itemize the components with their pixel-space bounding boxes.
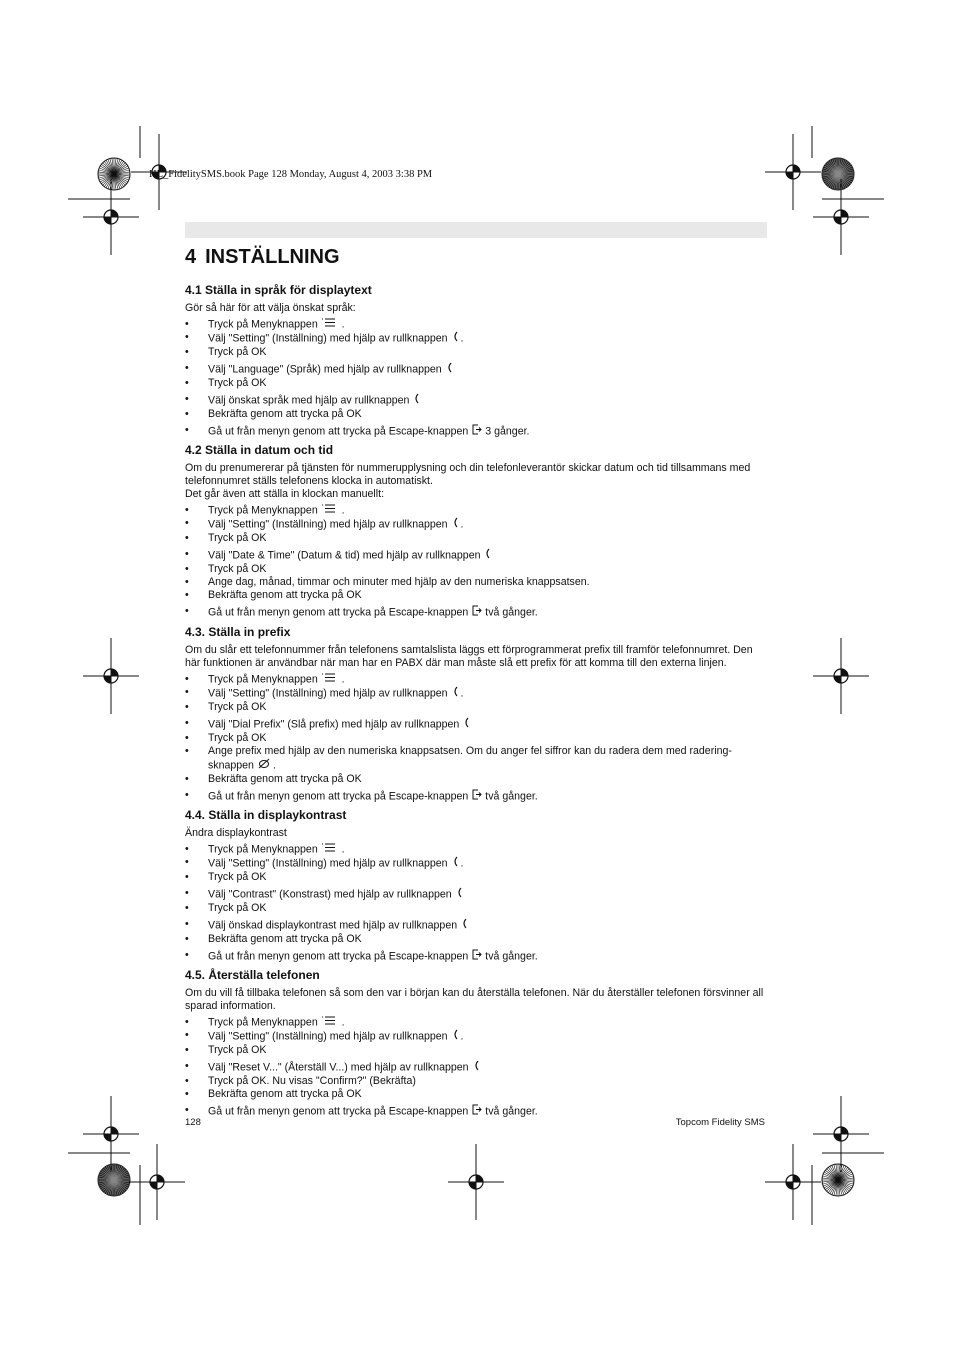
bullet: • [185, 1044, 189, 1057]
bullet: • [185, 377, 189, 390]
list-item [185, 843, 769, 856]
escape-key-icon [472, 1104, 482, 1119]
list-item [185, 605, 769, 620]
bullet: • [185, 346, 189, 359]
list-item [185, 362, 769, 377]
scroll-key-icon [484, 548, 490, 563]
step-text: Gå ut från menyn genom att trycka på Escape-knappen [208, 606, 469, 619]
section-paragraph: Gör så här för att välja önskat språk: [185, 302, 356, 314]
bullet: • [185, 548, 189, 561]
step-suffix: . [272, 759, 276, 772]
step-suffix: . [460, 518, 464, 531]
step-text: Välj "Dial Prefix" (Slå prefix) med hjälp av rullknappen [208, 718, 460, 731]
list-item [185, 563, 769, 576]
step-suffix: . [460, 857, 464, 870]
list-item [185, 377, 769, 390]
menu-button-icon [322, 504, 336, 517]
section-paragraph: Det går även att ställa in klockan manuellt: [185, 488, 385, 500]
step-text: Tryck på OK [208, 732, 267, 745]
menu-button-icon [322, 843, 336, 856]
list-item [185, 331, 769, 346]
escape-key-icon [472, 605, 482, 620]
list-item [185, 548, 769, 563]
menu-button-icon [322, 318, 336, 331]
step-text: Tryck på OK. Nu visas "Confirm?" (Bekräfta) [208, 1075, 416, 1088]
section-heading: 4.4. Ställa in displaykontrast [185, 808, 347, 822]
step-text: Tryck på Menyknappen [208, 673, 318, 686]
list-item [185, 393, 769, 408]
chapter-title-bar [185, 222, 767, 238]
bullet: • [185, 393, 189, 406]
step-suffix: 3 gånger. [485, 425, 530, 438]
step-suffix: två gånger. [485, 790, 538, 803]
list-item [185, 589, 769, 602]
bullet: • [185, 673, 189, 685]
bullet: • [185, 563, 189, 576]
step-suffix: . [460, 687, 464, 700]
bullet: • [185, 1029, 189, 1042]
section-4-1 [185, 283, 769, 439]
crosshair-mark [448, 1144, 504, 1220]
section-paragraph: Om du slår ett telefonnummer från telefonens samtalslista läggs ett förprogrammerat prefix till framför telefonnumret. Den här funktionen är användbar när man har en PABX där man måste slå ett prefix för att komma till den externa linjen. [185, 644, 753, 669]
footer-page-number: 128 [185, 1117, 201, 1128]
step-text: Ange dag, månad, timmar och minuter med hjälp av den numeriska knappsatsen. [208, 576, 590, 589]
step-text: Gå ut från menyn genom att trycka på Escape-knappen [208, 1105, 469, 1118]
bullet: • [185, 745, 189, 758]
step-suffix: två gånger. [485, 1105, 538, 1118]
bullet: • [185, 732, 189, 745]
bullet: • [185, 605, 189, 618]
step-text: Bekräfta genom att trycka på OK [208, 408, 362, 421]
list-item [185, 856, 769, 871]
crosshair-mark [129, 1144, 185, 1220]
bullet: • [185, 318, 189, 330]
crosshair-mark [813, 179, 869, 255]
step-text: Bekräfta genom att trycka på OK [208, 589, 362, 602]
crosshair-mark [813, 1096, 869, 1172]
section-paragraph: Ändra displaykontrast [185, 827, 287, 839]
chapter-title-text: INSTÄLLNING [205, 246, 340, 268]
step-text: Bekräfta genom att trycka på OK [208, 933, 362, 946]
step-text: Tryck på Menyknappen [208, 843, 318, 856]
bullet: • [185, 918, 189, 931]
escape-key-icon [472, 789, 482, 804]
bullet: • [185, 331, 189, 344]
bullet: • [185, 1016, 189, 1028]
list-item [185, 717, 769, 732]
scroll-key-icon [413, 393, 419, 408]
list-item [185, 1016, 769, 1029]
bullet: • [185, 717, 189, 730]
menu-button-icon [322, 673, 336, 686]
step-suffix: . [338, 504, 345, 517]
crosshair-mark [83, 179, 139, 255]
step-text: Tryck på OK [208, 902, 267, 915]
bullet: • [185, 1075, 189, 1088]
bullet: • [185, 362, 189, 375]
list-item [185, 918, 769, 933]
step-text: Bekräfta genom att trycka på OK [208, 773, 362, 786]
step-suffix: . [338, 1016, 345, 1029]
step-text: Välj "Date & Time" (Datum & tid) med hjälp av rullknappen [208, 549, 481, 562]
bullet: • [185, 701, 189, 714]
section-heading: 4.3. Ställa in prefix [185, 625, 291, 639]
bullet: • [185, 949, 189, 962]
list-item [185, 933, 769, 946]
list-item [185, 346, 769, 359]
bullet: • [185, 1060, 189, 1073]
step-text: Välj "Setting" (Inställning) med hjälp av rullknappen [208, 1030, 448, 1043]
section-4-3 [185, 625, 769, 804]
crosshair-mark [765, 134, 821, 210]
list-item [185, 773, 769, 786]
bullet: • [185, 871, 189, 884]
step-text: Gå ut från menyn genom att trycka på Escape-knappen [208, 950, 469, 963]
list-item [185, 1060, 769, 1075]
step-text: Välj "Setting" (Inställning) med hjälp av rullknappen [208, 687, 448, 700]
step-list [185, 318, 769, 439]
step-text: Välj "Reset V..." (Återställ V...) med hjälp av rullknappen [208, 1061, 469, 1074]
crosshair-mark [83, 1096, 139, 1172]
bullet: • [185, 902, 189, 915]
list-item [185, 504, 769, 517]
scroll-key-icon [452, 331, 458, 346]
bullet: • [185, 773, 189, 786]
list-item [185, 408, 769, 421]
list-item [185, 576, 769, 589]
scroll-key-icon [473, 1060, 479, 1075]
list-item [185, 745, 769, 773]
bullet: • [185, 933, 189, 946]
step-text: Tryck på Menyknappen [208, 1016, 318, 1029]
bullet: • [185, 789, 189, 802]
step-text: Välj "Language" (Språk) med hjälp av rullknappen [208, 363, 442, 376]
list-item [185, 1075, 769, 1088]
starburst-mark [98, 158, 130, 190]
bullet: • [185, 517, 189, 530]
bullet: • [185, 1104, 189, 1117]
list-item [185, 887, 769, 902]
crosshair-mark [813, 638, 869, 714]
section-4-2 [185, 443, 769, 620]
scroll-key-icon [463, 717, 469, 732]
starburst-mark [98, 1164, 130, 1196]
section-paragraph: Om du vill få tillbaka telefonen så som den var i början kan du återställa telefonen. När du återställer telefonen försvinner all sparad information. [185, 987, 764, 1012]
bullet: • [185, 504, 189, 516]
footer-brand: Topcom Fidelity SMS [675, 1117, 765, 1128]
bullet: • [185, 887, 189, 900]
step-list [185, 504, 769, 620]
step-text: Gå ut från menyn genom att trycka på Escape-knappen [208, 425, 469, 438]
step-text: Välj "Setting" (Inställning) med hjälp av rullknappen [208, 857, 448, 870]
step-text: Tryck på Menyknappen [208, 504, 318, 517]
scroll-key-icon [452, 686, 458, 701]
list-item [185, 701, 769, 714]
menu-button-icon [322, 1016, 336, 1029]
step-suffix: två gånger. [485, 606, 538, 619]
bullet: • [185, 424, 189, 437]
list-item [185, 949, 769, 964]
step-suffix: två gånger. [485, 950, 538, 963]
escape-key-icon [472, 424, 482, 439]
step-text: Tryck på OK [208, 377, 267, 390]
bullet: • [185, 686, 189, 699]
section-paragraph: Om du prenumererar på tjänsten för nummerupplysning och din telefonleverantör skickar datum och tid tillsammans med telefonnumret ställs telefonens klocka in automatiskt. [185, 462, 751, 487]
step-text: Välj önskad displaykontrast med hjälp av rullknappen [208, 919, 458, 932]
section-4-4 [185, 808, 769, 964]
step-text: Tryck på OK [208, 563, 267, 576]
section-heading: 4.1 Ställa in språk för displaytext [185, 283, 372, 297]
escape-key-icon [472, 949, 482, 964]
bullet: • [185, 1088, 189, 1101]
step-text: Tryck på OK [208, 532, 267, 545]
list-item [185, 1088, 769, 1101]
list-item [185, 789, 769, 804]
scroll-key-icon [452, 856, 458, 871]
bullet: • [185, 576, 189, 589]
step-suffix: . [460, 1030, 464, 1043]
step-text: Tryck på OK [208, 701, 267, 714]
step-text: Tryck på OK [208, 1044, 267, 1057]
scroll-key-icon [461, 918, 467, 933]
step-list [185, 673, 769, 804]
step-text: Välj önskat språk med hjälp av rullknappen [208, 394, 410, 407]
list-item [185, 1044, 769, 1057]
step-text: Välj "Setting" (Inställning) med hjälp av rullknappen [208, 332, 448, 345]
step-text: Bekräfta genom att trycka på OK [208, 1088, 362, 1101]
list-item [185, 871, 769, 884]
scroll-key-icon [456, 887, 462, 902]
step-suffix: . [338, 843, 345, 856]
list-item [185, 424, 769, 439]
list-item [185, 318, 769, 331]
bullet: • [185, 532, 189, 545]
step-suffix: . [338, 673, 345, 686]
bullet: • [185, 843, 189, 855]
list-item [185, 732, 769, 745]
step-list [185, 1016, 769, 1119]
starburst-mark [822, 1164, 854, 1196]
crosshair-mark [83, 638, 139, 714]
section-4-5 [185, 968, 769, 1119]
step-list [185, 843, 769, 964]
list-item [185, 673, 769, 686]
bullet: • [185, 408, 189, 421]
section-heading: 4.5. Återställa telefonen [185, 968, 320, 982]
list-item [185, 686, 769, 701]
list-item [185, 1029, 769, 1044]
crosshair-mark [765, 1144, 821, 1220]
bullet: • [185, 856, 189, 869]
chapter-title [185, 246, 340, 269]
bullet: • [185, 589, 189, 602]
list-item [185, 902, 769, 915]
step-text: Välj "Contrast" (Konstrast) med hjälp av rullknappen [208, 888, 452, 901]
section-heading: 4.2 Ställa in datum och tid [185, 443, 334, 457]
scroll-key-icon [452, 1029, 458, 1044]
delete-key-icon [258, 758, 270, 773]
step-text: Gå ut från menyn genom att trycka på Escape-knappen [208, 790, 469, 803]
step-text: Tryck på OK [208, 346, 267, 359]
print-header-file-info: HL_FidelitySMS.book Page 128 Monday, August 4, 2003 3:38 PM [149, 169, 433, 180]
list-item [185, 517, 769, 532]
scroll-key-icon [452, 517, 458, 532]
starburst-mark [822, 158, 854, 190]
step-suffix: . [338, 318, 345, 331]
list-item [185, 532, 769, 545]
step-text: Tryck på OK [208, 871, 267, 884]
step-text: Tryck på Menyknappen [208, 318, 318, 331]
step-text: Ange prefix med hjälp av den numeriska knappsatsen. Om du anger fel siffror kan du radera dem med radering-sknappen [208, 745, 732, 772]
step-text: Välj "Setting" (Inställning) med hjälp av rullknappen [208, 518, 448, 531]
chapter-number: 4 [185, 246, 197, 268]
step-suffix: . [460, 332, 464, 345]
scroll-key-icon [446, 362, 452, 377]
